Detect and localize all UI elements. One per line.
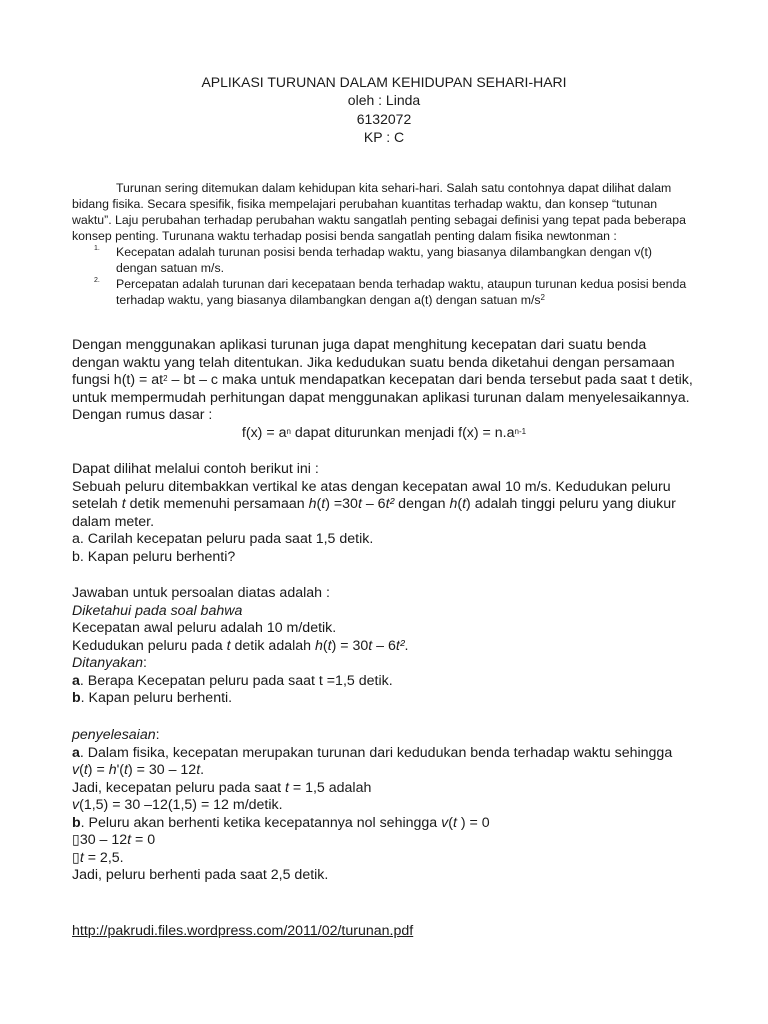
- italic-var: v: [441, 814, 449, 831]
- asked-a: [72, 673, 696, 691]
- equation-2: [72, 797, 696, 815]
- text-span: Jadi, kecepatan peluru pada saat: [72, 779, 285, 796]
- text-span: Sebuah peluru ditembakkan vertikal ke atas dengan kecepatan awal 10 m/s. Kedudukan peluru setelah: [72, 478, 671, 512]
- solution-b-text: [72, 815, 696, 833]
- equation-1: [72, 762, 696, 780]
- italic-var: t: [284, 779, 289, 796]
- text-span: dapat diturunkan menjadi f(x) = n.a: [290, 424, 515, 441]
- italic-var: t: [83, 762, 88, 778]
- italic-var: h: [314, 637, 323, 654]
- reference-link[interactable]: http://pakrudi.files.wordpress.com/2011/02/turunan.pdf: [72, 923, 414, 939]
- text-span: 30 – 12: [79, 832, 128, 848]
- superscript: 2: [540, 293, 545, 302]
- italic-var: t: [127, 832, 132, 848]
- italic-var: v: [72, 797, 80, 813]
- list-text: Percepatan adalah turunan dari kecepataan benda terhadap waktu, ataupun turunan kedua posisi benda terhadap waktu, yang biasanya dilambangkan dengan a(t) dengan satuan m/s: [116, 277, 687, 307]
- bold-letter: b: [72, 814, 81, 831]
- known-1: Kecepatan awal peluru adalah 10 m/detik.: [72, 620, 337, 636]
- text-span: = 2,5.: [83, 849, 124, 866]
- list-number: 2.: [94, 277, 100, 284]
- example-intro: Dapat dilihat melalui contoh berikut ini :: [72, 461, 319, 477]
- text-span: ) =30: [325, 496, 358, 512]
- text-span: Kedudukan peluru pada: [72, 637, 227, 654]
- text-span: detik adalah: [230, 637, 315, 654]
- text-span: .: [200, 762, 205, 778]
- text-span: = 1,5 adalah: [288, 779, 372, 796]
- text-span: ) adalah tinggi peluru yang diukur dalam meter.: [72, 496, 676, 530]
- solution-label: [72, 727, 696, 745]
- italic-var: t²: [395, 637, 405, 654]
- italic-var: h: [449, 496, 458, 512]
- italic-var: t: [226, 637, 231, 654]
- text-span: (: [448, 814, 453, 831]
- so-line-1: [72, 780, 696, 798]
- text-span: ) = 30: [331, 637, 369, 654]
- italic-var: t: [327, 637, 332, 654]
- text-span: = 0: [131, 832, 156, 848]
- reference-link-row: [72, 923, 696, 941]
- example-section: [72, 461, 696, 566]
- equation-4: [72, 850, 696, 868]
- text-span: (: [316, 496, 322, 512]
- superscript: n-1: [514, 426, 527, 436]
- italic-var: t: [321, 496, 326, 512]
- text-span: :: [155, 727, 160, 743]
- answer-section: [72, 585, 696, 708]
- text-span: . Kapan peluru berhenti.: [80, 690, 233, 706]
- document-title: APLIKASI TURUNAN DALAM KEHIDUPAN SEHARI-HARI: [201, 74, 567, 90]
- text-span: f(x) = a: [241, 424, 287, 441]
- text-span: .: [404, 637, 409, 654]
- italic-label: Diketahui pada soal bahwa: [72, 602, 243, 619]
- bold-letter: a: [72, 672, 80, 689]
- text-span: . Dalam fisika, kecepatan merupakan turunan dari kedudukan benda terhadap waktu sehingga: [79, 744, 673, 761]
- text-span: – bt – c maka untuk mendapatkan kecepatan dari benda tersebut pada saat t detik, untuk mempermudah perhitungan dapat menggunakan aplikasi turunan dalam menyelesaikannya. Dengan rumus dasar :: [72, 372, 693, 423]
- italic-label: penyelesaian: [72, 727, 156, 743]
- italic-var: t: [79, 849, 84, 866]
- italic-var: t: [462, 496, 467, 512]
- text-span: (1,5) = 30 –12(1,5) = 12 m/detik.: [79, 797, 283, 813]
- italic-var: h: [108, 762, 117, 778]
- text-span: (: [79, 762, 84, 778]
- list-text: Kecepatan adalah turunan posisi benda terhadap waktu, yang biasanya dilambangkan dengan v(t) dengan satuan m/s.: [116, 245, 652, 275]
- italic-label: Ditanyakan: [72, 655, 143, 671]
- text-span: dengan: [394, 496, 450, 512]
- text-span: :: [142, 655, 147, 671]
- text-span: (: [322, 637, 328, 654]
- asked-b: [72, 690, 696, 708]
- text-span: '(: [116, 762, 125, 778]
- text-span: . Berapa Kecepatan peluru pada saat t =1,5 detik.: [79, 672, 393, 689]
- student-number: 6132072: [356, 111, 412, 127]
- superscript: 2: [163, 374, 168, 383]
- author-line: oleh : Linda: [347, 92, 421, 108]
- problem-statement: [72, 479, 696, 532]
- text-span: ) = 0: [456, 814, 490, 831]
- text-span: (: [457, 496, 463, 512]
- known-2: [72, 638, 696, 656]
- italic-var: t: [121, 496, 126, 512]
- text-span: ) = 30 – 12: [127, 762, 197, 778]
- italic-var: t: [368, 637, 373, 654]
- italic-var: t: [357, 496, 362, 512]
- answer-intro: Jawaban untuk persoalan diatas adalah :: [72, 585, 330, 601]
- conclusion: Jadi, peluru berhenti pada saat 2,5 detik.: [72, 867, 329, 883]
- superscript: n: [286, 426, 291, 436]
- italic-var: t: [452, 814, 457, 831]
- known-label: [72, 603, 696, 621]
- intro-block: [72, 180, 696, 308]
- question-a: a. Carilah kecepatan peluru pada saat 1,5 detik.: [72, 531, 374, 547]
- italic-var: t²: [385, 496, 395, 512]
- text-span: Dengan menggunakan aplikasi turunan juga dapat menghitung kecepatan dari suatu benda dengan waktu yang telah ditentukan. Jika kedudukan suatu benda diketahui dengan persamaan fungsi h(t) = at: [72, 337, 675, 388]
- list-item: [72, 276, 696, 308]
- list-item: [72, 244, 696, 276]
- intro-paragraph: Turunan sering ditemukan dalam kehidupan kita sehari-hari. Salah satu contohnya dapat dilihat dalam bidang fisika. Secara spesifik, fisika mempelajari perubahan kuantitas terhadap waktu, dan konsep “tutunan waktu”. Laju perubahan terhadap perubahan waktu sangatlah penting sebagai definisi yang tepat pada beberapa konsep penting. Turunana waktu terhadap posisi benda sangatlah penting dalam fisika newtonman :: [72, 181, 686, 243]
- text-span: . Peluru akan berhenti ketika kecepatannya nol sehingga: [80, 814, 442, 831]
- equation-3: [72, 832, 696, 850]
- missing-glyph-icon: ▯: [72, 849, 80, 866]
- class-code: KP : C: [363, 129, 405, 145]
- solution-a-text: [72, 745, 696, 763]
- list-number: 1.: [94, 245, 100, 252]
- missing-glyph-icon: ▯: [72, 832, 80, 848]
- text-span: detik memenuhi persamaan: [125, 496, 309, 512]
- italic-var: h: [308, 496, 317, 512]
- text-span: – 6: [372, 637, 396, 654]
- bold-letter: b: [72, 690, 81, 706]
- question-b: b. Kapan peluru berhenti?: [72, 548, 236, 565]
- solution-section: [72, 727, 696, 885]
- asked-label: [72, 655, 696, 673]
- explanation-paragraph: [72, 337, 696, 425]
- italic-var: t: [124, 762, 128, 778]
- bold-letter: a: [72, 744, 80, 761]
- text-span: – 6: [361, 496, 386, 512]
- text-span: ) =: [87, 762, 109, 778]
- explanation-section: [72, 337, 696, 442]
- basic-formula: [72, 425, 696, 443]
- italic-var: v: [72, 762, 80, 778]
- italic-var: t: [196, 762, 201, 778]
